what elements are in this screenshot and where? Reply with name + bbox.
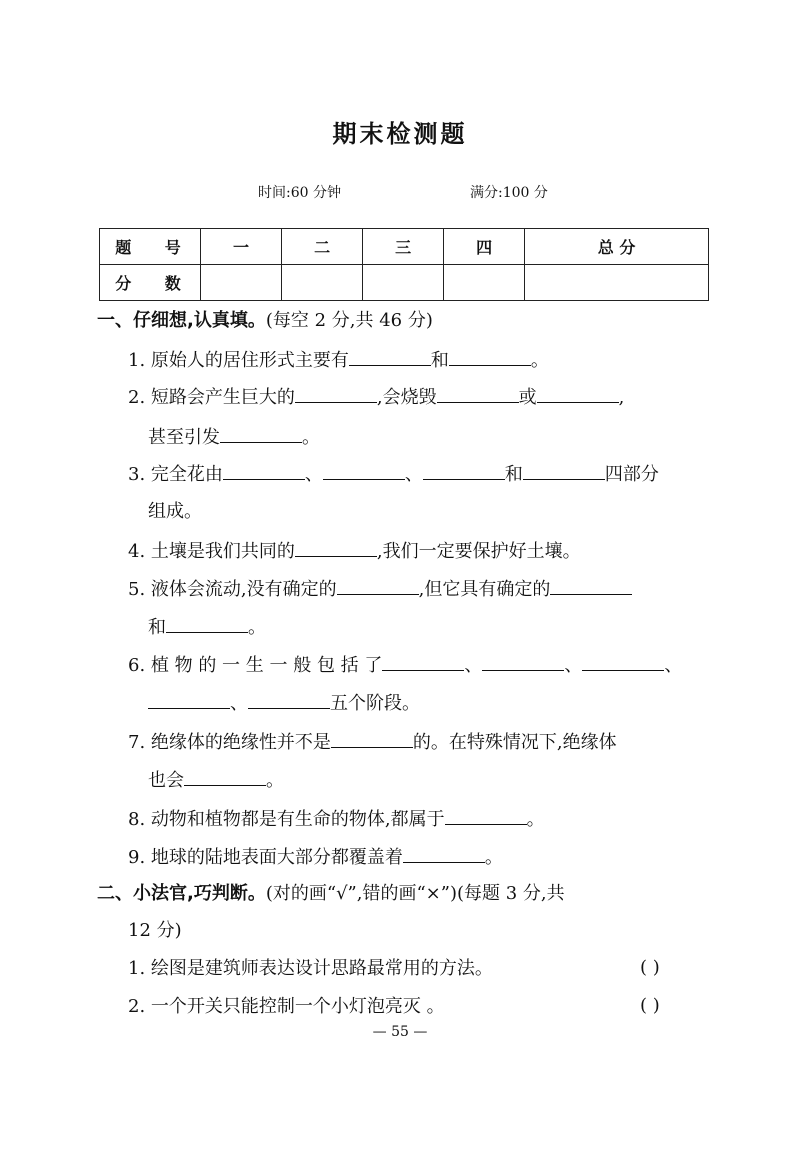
score-cell[interactable] <box>282 265 363 301</box>
question-text: , <box>618 387 625 408</box>
question-5-cont <box>148 614 266 640</box>
section-note: (对的画“√”,错的画“×”)(每题 3 分,共 <box>265 883 565 904</box>
table-cell: 一 <box>201 229 282 265</box>
question-text: 、 <box>230 693 248 714</box>
question-text: 、 <box>404 464 423 485</box>
full-score: 满分:100 分 <box>470 185 548 201</box>
question-text: 。 <box>266 770 284 791</box>
answer-blank[interactable] <box>248 690 330 709</box>
question-text: 5. 液体会流动,没有确定的 <box>128 579 337 600</box>
question-text: 、 <box>564 655 583 676</box>
answer-blank[interactable] <box>449 347 531 366</box>
question-text: 9. 地球的陆地表面大部分都覆盖着 <box>128 847 403 868</box>
page-title: 期末检测题 <box>332 120 468 148</box>
table-cell: 题 号 <box>100 229 201 265</box>
section2-note-cont: 12 分) <box>128 920 182 941</box>
answer-blank[interactable] <box>403 844 485 863</box>
question-text: 4. 土壤是我们共同的 <box>128 541 295 562</box>
page-number: — 55 — <box>372 1024 428 1040</box>
answer-blank[interactable] <box>295 384 377 403</box>
answer-blank[interactable] <box>423 461 505 480</box>
question-7-cont <box>148 767 284 793</box>
answer-blank[interactable] <box>382 652 464 671</box>
answer-blank[interactable] <box>220 424 302 443</box>
question-text: 组成。 <box>148 501 202 522</box>
table-cell: 四 <box>444 229 525 265</box>
table-row <box>100 229 709 265</box>
question-text: 7. 绝缘体的绝缘性并不是 <box>128 732 331 753</box>
table-cell: 总 分 <box>525 229 709 265</box>
section-title: 二、小法官,巧判断。 <box>97 883 266 904</box>
answer-blank[interactable] <box>148 690 230 709</box>
question-text: 。 <box>484 847 503 868</box>
table-cell: 三 <box>363 229 444 265</box>
question-text: 五个阶段。 <box>330 693 420 714</box>
question-1 <box>128 347 549 373</box>
answer-blank[interactable] <box>323 461 405 480</box>
question-text: 也会 <box>148 770 184 791</box>
question-text: 。 <box>530 350 549 371</box>
question-text: 或 <box>518 387 537 408</box>
answer-blank[interactable] <box>550 576 632 595</box>
section1-heading <box>97 309 433 333</box>
question-7 <box>128 729 617 755</box>
question-text: 、 <box>304 464 323 485</box>
table-cell: 二 <box>282 229 363 265</box>
question-text: 的。在特殊情况下,绝缘体 <box>412 732 617 753</box>
answer-blank[interactable] <box>437 384 519 403</box>
answer-blank[interactable] <box>295 538 377 557</box>
answer-blank[interactable] <box>523 461 605 480</box>
question-text: 3. 完全花由 <box>128 464 223 485</box>
score-cell[interactable] <box>201 265 282 301</box>
question-text: 6. 植 物 的 一 生 一 般 包 括 了 <box>128 655 383 676</box>
section-title: 一、仔细想,认真填。 <box>97 310 266 331</box>
question-text: 和 <box>504 464 523 485</box>
question-2-cont <box>148 424 320 450</box>
score-cell[interactable] <box>444 265 525 301</box>
answer-parentheses[interactable]: ( ) <box>640 995 660 1016</box>
question-text: 。 <box>302 427 320 448</box>
question-text: ,会烧毁 <box>376 387 437 408</box>
question-text: 2. 短路会产生巨大的 <box>128 387 295 408</box>
question-8 <box>128 806 545 832</box>
question-text: 、 <box>464 655 483 676</box>
answer-blank[interactable] <box>582 652 664 671</box>
question-5 <box>128 576 632 602</box>
answer-blank[interactable] <box>331 729 413 748</box>
answer-blank[interactable] <box>482 652 564 671</box>
question-text: 和 <box>148 617 166 638</box>
question-6-cont <box>148 690 420 716</box>
table-cell: 分 数 <box>100 265 201 301</box>
answer-blank[interactable] <box>445 806 527 825</box>
section-note: (每空 2 分,共 46 分) <box>265 310 433 331</box>
question-text: ,但它具有确定的 <box>418 579 551 600</box>
question-text: 和 <box>430 350 449 371</box>
time-limit: 时间:60 分钟 <box>258 185 341 201</box>
answer-blank[interactable] <box>184 767 266 786</box>
score-table <box>99 228 709 301</box>
score-cell[interactable] <box>525 265 709 301</box>
answer-blank[interactable] <box>166 614 248 633</box>
question-text: 1. 原始人的居住形式主要有 <box>128 350 349 371</box>
question-2 <box>128 384 624 410</box>
score-cell[interactable] <box>363 265 444 301</box>
question-text: 8. 动物和植物都是有生命的物体,都属于 <box>128 809 445 830</box>
judge-question-2: 2. 一个开关只能控制一个小灯泡亮灭 。 <box>128 996 445 1017</box>
question-text: 四部分 <box>604 464 659 485</box>
question-4 <box>128 538 581 564</box>
answer-blank[interactable] <box>337 576 419 595</box>
answer-parentheses[interactable]: ( ) <box>640 957 660 978</box>
question-6 <box>128 652 682 678</box>
question-text: 、 <box>664 655 683 676</box>
answer-blank[interactable] <box>223 461 305 480</box>
table-row <box>100 265 709 301</box>
question-9 <box>128 844 503 870</box>
question-3 <box>128 461 659 487</box>
question-3-cont <box>148 500 202 524</box>
answer-blank[interactable] <box>349 347 431 366</box>
question-text: 甚至引发 <box>148 427 220 448</box>
question-text: 。 <box>526 809 545 830</box>
judge-question-1: 1. 绘图是建筑师表达设计思路最常用的方法。 <box>128 958 493 979</box>
question-text: 。 <box>248 617 266 638</box>
answer-blank[interactable] <box>537 384 619 403</box>
section2-heading <box>97 882 565 906</box>
question-text: ,我们一定要保护好土壤。 <box>376 541 581 562</box>
